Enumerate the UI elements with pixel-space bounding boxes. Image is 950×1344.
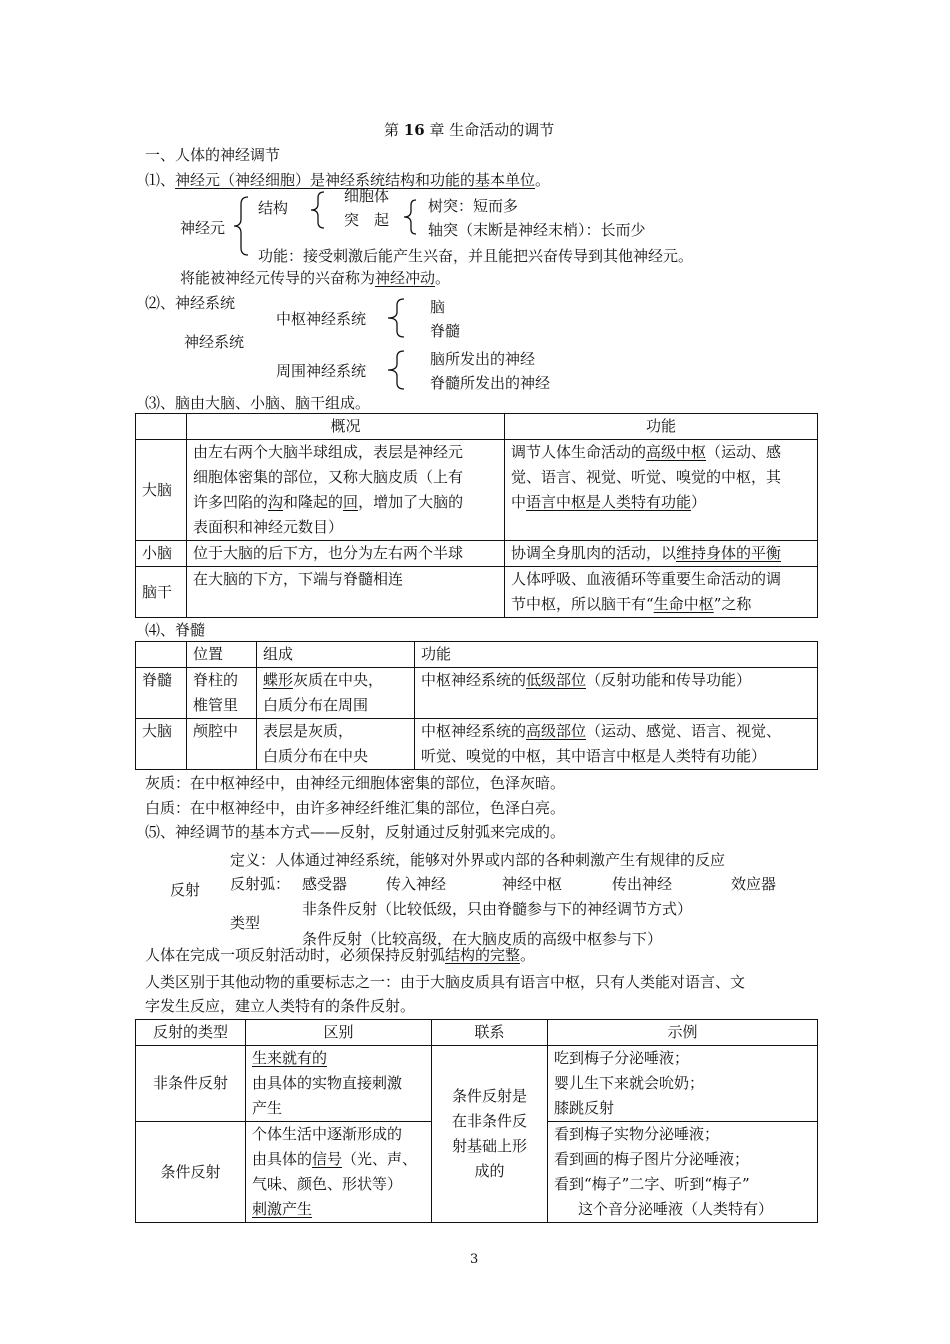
cell-line: [511, 541, 811, 566]
dendrite-label: 树突：短而多: [428, 197, 519, 215]
cell-line: 看到“梅子”二字、听到“梅子”: [554, 1175, 750, 1193]
cell-line: 个体生活中逐渐形成的: [252, 1125, 403, 1143]
cell-line: [252, 1147, 425, 1172]
text: （光、声、: [342, 1150, 418, 1168]
overview-cell: [187, 541, 505, 567]
function-cell: [505, 541, 818, 567]
table-header-row: [136, 1020, 818, 1046]
cell-line: 细胞体密集的部位，又称大脑皮质（上有: [193, 468, 464, 486]
spinal-nerves-label: 脊髓所发出的神经: [430, 374, 551, 392]
overview-cell: [187, 567, 505, 618]
function-cell: [415, 668, 818, 719]
page-title: [384, 120, 554, 140]
cell-line: 白质分布在周围: [263, 696, 369, 714]
cell-line: 膝跳反射: [554, 1099, 615, 1117]
reflex-label: 反射: [170, 881, 201, 899]
cell-line: 觉、语言、视觉、听觉、嗅觉的中枢，其: [511, 468, 782, 486]
spinal-cord-heading: ⑷、脊髓: [145, 621, 206, 639]
reflex-table: [135, 1019, 818, 1223]
neuron-label: 神经元: [180, 219, 226, 237]
spinal-cord-table: [135, 641, 818, 770]
structure-label: 结构: [258, 199, 289, 217]
text: 协调全身肌肉的活动，以: [511, 544, 677, 562]
cell-line: 在大脑的下方，下端与脊髓相连: [193, 570, 404, 588]
cell-line: [421, 668, 811, 693]
composition-cell: [257, 719, 415, 770]
cell-line: 由左右两个大脑半球组成，表层是神经元: [193, 443, 464, 461]
process-brace: [400, 198, 420, 236]
table-header-cell: 功能: [415, 642, 818, 668]
text: ）: [691, 493, 707, 511]
table-header-cell: 联系: [432, 1020, 548, 1046]
text: 和隆起的: [283, 493, 344, 511]
table-header-cell: 组成: [257, 642, 415, 668]
text: 中枢神经系统的: [421, 671, 527, 689]
cell-line: 婴儿生下来就会吮奶；: [554, 1074, 705, 1092]
brain-table: [135, 413, 818, 618]
reflex-arc-label: 反射弧：: [230, 875, 291, 893]
row-label: 大脑: [136, 719, 187, 770]
position-cell: [187, 719, 257, 770]
nerve-impulse-text: 将能被神经元传导的兴奋称为: [180, 269, 376, 287]
reflex-definition: 定义：人体通过神经系统，能够对外界或内部的各种刺激产生有规律的反应: [230, 851, 726, 869]
table-header-cell: [136, 414, 187, 440]
table-row: [136, 668, 818, 719]
difference-cell: [246, 1046, 432, 1122]
white-matter-line: 白质：在中枢神经中，由许多神经纤维汇集的部位，色泽白亮。: [145, 799, 566, 817]
cell-line: 刺激产生: [252, 1200, 313, 1218]
cell-line: 脊柱的: [193, 671, 239, 689]
row-label: 大脑: [136, 440, 187, 541]
reflex-heading: ⑸、神经调节的基本方式——反射，反射通过反射弧来完成的。: [145, 823, 566, 841]
relation-cell: [432, 1046, 548, 1223]
text: 由具体的: [252, 1150, 313, 1168]
overview-cell: [187, 440, 505, 541]
butterfly-term: 蝶形: [263, 671, 294, 689]
reflex-type-label: 类型: [230, 914, 261, 932]
arc-effector: 效应器: [731, 875, 777, 893]
table-header-cell: 概况: [187, 414, 505, 440]
process-label: 突 起: [344, 211, 390, 229]
table-row: [136, 567, 818, 618]
cell-line: 听觉、嗅觉的中枢，其中语言中枢是人类特有功能）: [421, 747, 767, 765]
neuron-function: 功能：接受刺激后能产生兴奋，并且能把兴奋传导到其他神经元。: [258, 247, 694, 265]
text: 中: [511, 493, 527, 511]
row-label: 小脑: [136, 541, 187, 567]
text: 人体在完成一项反射活动时，必须保持反射弧: [145, 946, 446, 964]
higher-part-term: 高级部位: [526, 722, 587, 740]
period: 。: [535, 171, 551, 189]
axon-label: 轴突（末断是神经末梢）：长而少: [428, 221, 646, 239]
cell-line: [263, 668, 408, 693]
cell-body-label: 细胞体: [344, 187, 390, 205]
cell-line: [511, 490, 811, 515]
cell-line: 射基础上形: [451, 1137, 527, 1155]
nerve-impulse-line: [180, 268, 450, 288]
row-label: 脊髓: [136, 668, 187, 719]
cell-line: 产生: [252, 1099, 283, 1117]
cell-line: [421, 719, 811, 744]
table-header-row: [136, 414, 818, 440]
cell-line: 由具体的实物直接刺激: [252, 1074, 403, 1092]
neuron-definition-text: 神经元（神经细胞）是神经系统结构和功能的基本单位: [175, 171, 536, 189]
brain-heading: ⑶、脑由大脑、小脑、脑干组成。: [145, 394, 371, 412]
examples-cell: [548, 1122, 818, 1223]
brain-nerves-label: 脑所发出的神经: [430, 350, 536, 368]
position-cell: [187, 668, 257, 719]
table-row: [136, 719, 818, 770]
table-header-cell: 示例: [548, 1020, 818, 1046]
text: 许多凹陷的: [193, 493, 269, 511]
cell-line: 表层是灰质，: [263, 722, 354, 740]
cell-line: 看到梅子实物分泌唾液；: [554, 1125, 720, 1143]
cell-line: 气味、颜色、形状等）: [252, 1175, 403, 1193]
structure-complete-term: 结构的完整: [445, 946, 521, 964]
cell-line: [511, 440, 811, 465]
structure-brace: [308, 190, 328, 230]
pns-label: 周围神经系统: [276, 362, 367, 380]
nervous-system-heading: ⑵、神经系统: [145, 294, 236, 312]
cell-line: 位于大脑的后下方，也分为左右两个半球: [193, 544, 464, 562]
reflex-type-cell: 条件反射: [136, 1122, 246, 1223]
cell-line: 这个音分泌唾液（人类特有）: [578, 1200, 774, 1218]
table-header-cell: 功能: [505, 414, 818, 440]
text: （运动、感觉、语言、视觉、: [586, 722, 782, 740]
table-header-cell: 区别: [246, 1020, 432, 1046]
cell-line: [193, 490, 498, 515]
human-reflex-line-1: 人类区别于其他动物的重要标志之一：由于大脑皮质具有语言中枢，只有人类能对语言、文: [145, 973, 746, 991]
arc-receptor: 感受器: [302, 875, 348, 893]
neuron-brace: [232, 195, 252, 257]
cell-line: 人体呼吸、血液循环等重要生命活动的调: [511, 570, 782, 588]
reflex-type-cell: 非条件反射: [136, 1046, 246, 1122]
pns-brace: [384, 349, 408, 391]
arc-efferent-nerve: 传出神经: [612, 875, 673, 893]
lower-part-term: 低级部位: [526, 671, 587, 689]
cell-line: 成的: [474, 1162, 505, 1180]
text: ，增加了大脑的: [358, 493, 464, 511]
gray-matter-line: 灰质：在中枢神经中，由神经元细胞体密集的部位，色泽灰暗。: [145, 774, 566, 792]
text: （反射功能和传导功能）: [586, 671, 752, 689]
gyrus-term: 回: [343, 493, 359, 511]
text: 节中枢，所以脑干有“: [511, 595, 654, 613]
cell-line: 看到画的梅子图片分泌唾液；: [554, 1150, 750, 1168]
chapter-number: 16: [403, 121, 425, 139]
higher-center-term: 高级中枢: [646, 443, 707, 461]
unconditioned-reflex-line: 非条件反射（比较低级，只由脊髓参与下的神经调节方式）: [302, 900, 693, 918]
cell-line: 生来就有的: [252, 1049, 328, 1067]
table-header-cell: 位置: [187, 642, 257, 668]
cell-line: [511, 592, 811, 617]
text: 调节人体生命活动的: [511, 443, 647, 461]
sulcus-term: 沟: [268, 493, 284, 511]
conditioned-reflex-line: 条件反射（比较高级，在大脑皮质的高级中枢参与下）: [302, 930, 663, 948]
table-header-cell: [136, 642, 187, 668]
arc-afferent-nerve: 传入神经: [386, 875, 447, 893]
item-number: ⑴、: [145, 171, 176, 189]
cns-label: 中枢神经系统: [276, 310, 367, 328]
examples-cell: [548, 1046, 818, 1122]
cell-line: 椎管里: [193, 696, 239, 714]
composition-cell: [257, 668, 415, 719]
cell-line: 在非条件反: [451, 1112, 527, 1130]
row-label: 脑干: [136, 567, 187, 618]
text: 灰质在中央，: [293, 671, 384, 689]
spinal-cord-label: 脊髓: [430, 322, 461, 340]
page-number: 3: [470, 1252, 479, 1267]
brain-label: 脑: [430, 298, 446, 316]
period: 。: [435, 269, 451, 287]
cell-line: 吃到梅子分泌唾液；: [554, 1049, 690, 1067]
title-rest: 章 生命活动的调节: [429, 121, 555, 139]
function-cell: [415, 719, 818, 770]
signal-term: 信号: [312, 1150, 343, 1168]
nerve-impulse-term: 神经冲动: [375, 269, 436, 287]
human-reflex-line-2: 字发生反应，建立人类特有的条件反射。: [145, 997, 416, 1015]
reflex-complete-line: [145, 945, 535, 965]
difference-cell: [246, 1122, 432, 1223]
title-prefix: 第: [384, 121, 400, 139]
table-header-row: [136, 642, 818, 668]
text: 中枢神经系统的: [421, 722, 527, 740]
cell-line: 条件反射是: [451, 1087, 527, 1105]
function-cell: [505, 567, 818, 618]
table-row: [136, 541, 818, 567]
life-center-term: 生命中枢: [653, 595, 714, 613]
cns-brace: [384, 297, 408, 339]
cell-line: 白质分布在中央: [263, 747, 369, 765]
table-header-cell: 反射的类型: [136, 1020, 246, 1046]
section-heading: 一、人体的神经调节: [145, 146, 281, 164]
text: （运动、感: [706, 443, 782, 461]
cell-line: 颅腔中: [193, 722, 239, 740]
cell-line: 表面积和神经元数目）: [193, 518, 344, 536]
language-center-term: 语言中枢是人类特有功能: [526, 493, 692, 511]
period: 。: [520, 946, 536, 964]
table-row: [136, 1046, 818, 1122]
text: ”之称: [713, 595, 752, 613]
balance-term: 维持身体的平衡: [676, 544, 782, 562]
nervous-system-label: 神经系统: [184, 333, 245, 351]
function-cell: [505, 440, 818, 541]
arc-nerve-center: 神经中枢: [502, 875, 563, 893]
table-row: [136, 440, 818, 541]
